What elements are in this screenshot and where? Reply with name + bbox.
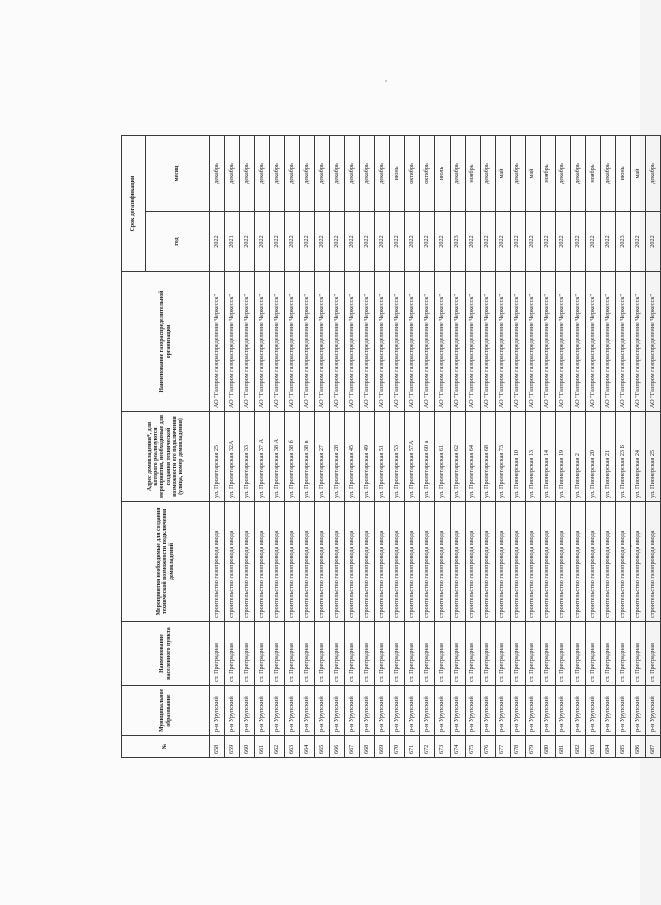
header-number: № bbox=[122, 736, 210, 758]
row-address: ул. Пролетарская 38 А bbox=[270, 412, 285, 502]
row-year: 2023 bbox=[615, 212, 630, 272]
table-row bbox=[615, 136, 630, 758]
row-number: 659 bbox=[225, 736, 240, 758]
row-settlement: ст. Преградная bbox=[480, 622, 495, 686]
row-settlement: ст. Преградная bbox=[630, 622, 645, 686]
table-row bbox=[450, 136, 465, 758]
row-gro: АО "Газпром газораспределение Черкесск" bbox=[390, 272, 405, 412]
row-month: декабрь bbox=[360, 136, 375, 212]
row-address: ул. Пролетарская 49 bbox=[360, 412, 375, 502]
row-municipality: р-н Урупский bbox=[345, 686, 360, 736]
row-address: ул. Пролетарская 38 в bbox=[300, 412, 315, 502]
row-measure: строительство газопровода ввода bbox=[585, 502, 600, 622]
row-settlement: ст. Преградная bbox=[360, 622, 375, 686]
row-measure: строительство газопровода ввода bbox=[240, 502, 255, 622]
row-number: 658 bbox=[210, 736, 225, 758]
row-municipality: р-н Урупский bbox=[240, 686, 255, 736]
row-month: декабрь bbox=[510, 136, 525, 212]
row-month: декабрь bbox=[645, 136, 660, 212]
table-row bbox=[585, 136, 600, 758]
row-month: декабрь bbox=[450, 136, 465, 212]
table-row bbox=[510, 136, 525, 758]
row-address: ул. Пролетарская 33 bbox=[240, 412, 255, 502]
row-gro: АО "Газпром газораспределение Черкесск" bbox=[540, 272, 555, 412]
table-row bbox=[345, 136, 360, 758]
table-row bbox=[330, 136, 345, 758]
row-year: 2022 bbox=[330, 212, 345, 272]
row-month: декабрь bbox=[345, 136, 360, 212]
row-municipality: р-н Урупский bbox=[645, 686, 660, 736]
row-year: 2022 bbox=[510, 212, 525, 272]
row-measure: строительство газопровода ввода bbox=[645, 502, 660, 622]
row-number: 664 bbox=[300, 736, 315, 758]
row-address: ул. Пролетарская 60 а bbox=[420, 412, 435, 502]
row-settlement: ст. Преградная bbox=[465, 622, 480, 686]
row-measure: строительство газопровода ввода bbox=[360, 502, 375, 622]
row-address: ул. Пролетарская 73 bbox=[495, 412, 510, 502]
row-measure: строительство газопровода ввода bbox=[225, 502, 240, 622]
row-municipality: р-н Урупский bbox=[270, 686, 285, 736]
row-gro: АО "Газпром газораспределение Черкесск" bbox=[480, 272, 495, 412]
row-municipality: р-н Урупский bbox=[330, 686, 345, 736]
table-row bbox=[255, 136, 270, 758]
row-municipality: р-н Урупский bbox=[225, 686, 240, 736]
row-gro: АО "Газпром газораспределение Черкесск" bbox=[255, 272, 270, 412]
row-address: ул. Пионерская 13 bbox=[525, 412, 540, 502]
row-year: 2022 bbox=[555, 212, 570, 272]
row-settlement: ст. Преградная bbox=[420, 622, 435, 686]
table-row bbox=[240, 136, 255, 758]
table-row bbox=[270, 136, 285, 758]
row-settlement: ст. Преградная bbox=[375, 622, 390, 686]
row-month: декабрь bbox=[225, 136, 240, 212]
row-settlement: ст. Преградная bbox=[330, 622, 345, 686]
row-year: 2022 bbox=[390, 212, 405, 272]
row-municipality: р-н Урупский bbox=[450, 686, 465, 736]
row-measure: строительство газопровода ввода bbox=[450, 502, 465, 622]
row-number: 675 bbox=[465, 736, 480, 758]
row-municipality: р-н Урупский bbox=[510, 686, 525, 736]
row-measure: строительство газопровода ввода bbox=[600, 502, 615, 622]
row-gro: АО "Газпром газораспределение Черкесск" bbox=[645, 272, 660, 412]
row-number: 679 bbox=[525, 736, 540, 758]
row-month: декабрь bbox=[600, 136, 615, 212]
row-year: 2022 bbox=[420, 212, 435, 272]
row-month: декабрь bbox=[240, 136, 255, 212]
row-year: 2022 bbox=[465, 212, 480, 272]
row-address: ул. Пролетарская 51 bbox=[375, 412, 390, 502]
row-gro: АО "Газпром газораспределение Черкесск" bbox=[240, 272, 255, 412]
row-municipality: р-н Урупский bbox=[210, 686, 225, 736]
table-row bbox=[375, 136, 390, 758]
row-measure: строительство газопровода ввода bbox=[420, 502, 435, 622]
row-address: ул. Пионерская 10 bbox=[510, 412, 525, 502]
row-municipality: р-н Урупский bbox=[540, 686, 555, 736]
row-gro: АО "Газпром газораспределение Черкесск" bbox=[375, 272, 390, 412]
row-number: 681 bbox=[555, 736, 570, 758]
row-year: 2023 bbox=[450, 212, 465, 272]
row-number: 684 bbox=[600, 736, 615, 758]
row-measure: строительство газопровода ввода bbox=[210, 502, 225, 622]
row-settlement: ст. Преградная bbox=[285, 622, 300, 686]
row-settlement: ст. Преградная bbox=[345, 622, 360, 686]
row-measure: строительство газопровода ввода bbox=[510, 502, 525, 622]
table-row bbox=[405, 136, 420, 758]
row-municipality: р-н Урупский bbox=[555, 686, 570, 736]
row-municipality: р-н Урупский bbox=[405, 686, 420, 736]
table-row bbox=[210, 136, 225, 758]
row-gro: АО "Газпром газораспределение Черкесск" bbox=[450, 272, 465, 412]
table-row bbox=[525, 136, 540, 758]
row-year: 2022 bbox=[645, 212, 660, 272]
row-settlement: ст. Преградная bbox=[225, 622, 240, 686]
row-gro: АО "Газпром газораспределение Черкесск" bbox=[405, 272, 420, 412]
row-municipality: р-н Урупский bbox=[255, 686, 270, 736]
row-month: декабрь bbox=[210, 136, 225, 212]
row-settlement: ст. Преградная bbox=[555, 622, 570, 686]
row-gro: АО "Газпром газораспределение Черкесск" bbox=[300, 272, 315, 412]
row-measure: строительство газопровода ввода bbox=[405, 502, 420, 622]
row-settlement: ст. Преградная bbox=[255, 622, 270, 686]
row-municipality: р-н Урупский bbox=[420, 686, 435, 736]
header-gro: Наименование газораспределительной организации bbox=[122, 272, 210, 412]
row-address: ул. Пионерская 21 bbox=[600, 412, 615, 502]
row-year: 2022 bbox=[345, 212, 360, 272]
row-address: ул. Пролетарская 38 б bbox=[285, 412, 300, 502]
row-gro: АО "Газпром газораспределение Черкесск" bbox=[495, 272, 510, 412]
row-number: 671 bbox=[405, 736, 420, 758]
row-address: ул. Пролетарская 32А bbox=[225, 412, 240, 502]
row-measure: строительство газопровода ввода bbox=[465, 502, 480, 622]
table-row bbox=[465, 136, 480, 758]
row-gro: АО "Газпром газораспределение Черкесск" bbox=[615, 272, 630, 412]
header-settlement: Наименование населенного пункта bbox=[122, 622, 210, 686]
table-row bbox=[570, 136, 585, 758]
row-municipality: р-н Урупский bbox=[285, 686, 300, 736]
row-number: 682 bbox=[570, 736, 585, 758]
row-month: декабрь bbox=[255, 136, 270, 212]
row-year: 2022 bbox=[630, 212, 645, 272]
row-settlement: ст. Преградная bbox=[570, 622, 585, 686]
row-measure: строительство газопровода ввода bbox=[540, 502, 555, 622]
row-measure: строительство газопровода ввода bbox=[315, 502, 330, 622]
row-gro: АО "Газпром газораспределение Черкесск" bbox=[555, 272, 570, 412]
row-month: май bbox=[495, 136, 510, 212]
table-row bbox=[435, 136, 450, 758]
row-settlement: ст. Преградная bbox=[390, 622, 405, 686]
row-number: 670 bbox=[390, 736, 405, 758]
row-year: 2022 bbox=[285, 212, 300, 272]
row-address: ул. Пролетарская 25 bbox=[210, 412, 225, 502]
row-measure: строительство газопровода ввода bbox=[570, 502, 585, 622]
row-address: ул. Пионерская 24 bbox=[630, 412, 645, 502]
row-year: 2021 bbox=[225, 212, 240, 272]
row-gro: АО "Газпром газораспределение Черкесск" bbox=[525, 272, 540, 412]
row-municipality: р-н Урупский bbox=[390, 686, 405, 736]
row-municipality: р-н Урупский bbox=[570, 686, 585, 736]
row-measure: строительство газопровода ввода bbox=[435, 502, 450, 622]
row-number: 665 bbox=[315, 736, 330, 758]
row-month: декабрь bbox=[285, 136, 300, 212]
row-year: 2022 bbox=[600, 212, 615, 272]
row-settlement: ст. Преградная bbox=[240, 622, 255, 686]
row-month: июнь bbox=[390, 136, 405, 212]
header-year: год bbox=[146, 212, 210, 272]
row-month: ноябрь bbox=[465, 136, 480, 212]
row-month: декабрь bbox=[375, 136, 390, 212]
row-gro: АО "Газпром газораспределение Черкесск" bbox=[360, 272, 375, 412]
row-municipality: р-н Урупский bbox=[525, 686, 540, 736]
row-settlement: ст. Преградная bbox=[495, 622, 510, 686]
row-number: 677 bbox=[495, 736, 510, 758]
row-gro: АО "Газпром газораспределение Черкесск" bbox=[600, 272, 615, 412]
row-gro: АО "Газпром газораспределение Черкесск" bbox=[315, 272, 330, 412]
row-number: 686 bbox=[630, 736, 645, 758]
row-number: 660 bbox=[240, 736, 255, 758]
row-address: ул. Пролетарская 61 bbox=[435, 412, 450, 502]
row-year: 2022 bbox=[405, 212, 420, 272]
scan-speck bbox=[385, 80, 387, 82]
row-month: май bbox=[630, 136, 645, 212]
row-settlement: ст. Преградная bbox=[270, 622, 285, 686]
row-municipality: р-н Урупский bbox=[615, 686, 630, 736]
row-address: ул. Пролетарская 62 bbox=[450, 412, 465, 502]
row-month: декабрь bbox=[480, 136, 495, 212]
table-row bbox=[630, 136, 645, 758]
row-number: 668 bbox=[360, 736, 375, 758]
row-address: ул. Пролетарская 57А bbox=[405, 412, 420, 502]
row-settlement: ст. Преградная bbox=[300, 622, 315, 686]
row-gro: АО "Газпром газораспределение Черкесск" bbox=[570, 272, 585, 412]
row-measure: строительство газопровода ввода bbox=[480, 502, 495, 622]
row-address: ул. Пролетарская 64 bbox=[465, 412, 480, 502]
row-settlement: ст. Преградная bbox=[525, 622, 540, 686]
row-measure: строительство газопровода ввода bbox=[495, 502, 510, 622]
row-gro: АО "Газпром газораспределение Черкесск" bbox=[285, 272, 300, 412]
header-deadline: Срок догазификации bbox=[122, 136, 146, 272]
row-month: декабрь bbox=[330, 136, 345, 212]
row-settlement: ст. Преградная bbox=[645, 622, 660, 686]
row-month: июль bbox=[435, 136, 450, 212]
row-number: 683 bbox=[585, 736, 600, 758]
row-municipality: р-н Урупский bbox=[375, 686, 390, 736]
row-gro: АО "Газпром газораспределение Черкесск" bbox=[210, 272, 225, 412]
row-number: 672 bbox=[420, 736, 435, 758]
row-number: 663 bbox=[285, 736, 300, 758]
table-row bbox=[420, 136, 435, 758]
table-row bbox=[360, 136, 375, 758]
row-year: 2022 bbox=[570, 212, 585, 272]
row-municipality: р-н Урупский bbox=[315, 686, 330, 736]
row-municipality: р-н Урупский bbox=[480, 686, 495, 736]
row-gro: АО "Газпром газораспределение Черкесск" bbox=[585, 272, 600, 412]
row-gro: АО "Газпром газораспределение Черкесск" bbox=[345, 272, 360, 412]
row-year: 2022 bbox=[270, 212, 285, 272]
row-settlement: ст. Преградная bbox=[600, 622, 615, 686]
row-measure: строительство газопровода ввода bbox=[615, 502, 630, 622]
row-municipality: р-н Урупский bbox=[495, 686, 510, 736]
row-number: 685 bbox=[615, 736, 630, 758]
header-measures: Мероприятия необходимые для создания технической возможности подключения домовладений bbox=[122, 502, 210, 622]
row-address: ул. Пролетарская 37 А bbox=[255, 412, 270, 502]
row-month: июнь bbox=[615, 136, 630, 212]
row-gro: АО "Газпром газораспределение Черкесск" bbox=[270, 272, 285, 412]
row-gro: АО "Газпром газораспределение Черкесск" bbox=[465, 272, 480, 412]
row-settlement: ст. Преградная bbox=[435, 622, 450, 686]
row-number: 678 bbox=[510, 736, 525, 758]
row-measure: строительство газопровода ввода bbox=[345, 502, 360, 622]
row-month: декабрь bbox=[555, 136, 570, 212]
row-municipality: р-н Урупский bbox=[465, 686, 480, 736]
row-gro: АО "Газпром газораспределение Черкесск" bbox=[510, 272, 525, 412]
row-number: 667 bbox=[345, 736, 360, 758]
row-settlement: ст. Преградная bbox=[210, 622, 225, 686]
row-year: 2022 bbox=[480, 212, 495, 272]
row-municipality: р-н Урупский bbox=[435, 686, 450, 736]
row-settlement: ст. Преградная bbox=[585, 622, 600, 686]
table-row bbox=[390, 136, 405, 758]
row-number: 673 bbox=[435, 736, 450, 758]
table-row bbox=[300, 136, 315, 758]
row-measure: строительство газопровода ввода bbox=[555, 502, 570, 622]
table-body bbox=[210, 136, 661, 758]
rotated-table-wrapper bbox=[121, 136, 661, 758]
row-gro: АО "Газпром газораспределение Черкесск" bbox=[420, 272, 435, 412]
row-municipality: р-н Урупский bbox=[585, 686, 600, 736]
row-settlement: ст. Преградная bbox=[615, 622, 630, 686]
table-row bbox=[495, 136, 510, 758]
row-year: 2022 bbox=[435, 212, 450, 272]
row-year: 2022 bbox=[210, 212, 225, 272]
row-number: 687 bbox=[645, 736, 660, 758]
row-measure: строительство газопровода ввода bbox=[390, 502, 405, 622]
table-row bbox=[285, 136, 300, 758]
row-measure: строительство газопровода ввода bbox=[375, 502, 390, 622]
row-gro: АО "Газпром газораспределение Черкесск" bbox=[435, 272, 450, 412]
row-number: 674 bbox=[450, 736, 465, 758]
row-address: ул. Пионерская 14 bbox=[540, 412, 555, 502]
row-number: 666 bbox=[330, 736, 345, 758]
row-month: октябрь bbox=[405, 136, 420, 212]
row-settlement: ст. Преградная bbox=[405, 622, 420, 686]
row-measure: строительство газопровода ввода bbox=[525, 502, 540, 622]
row-measure: строительство газопровода ввода bbox=[255, 502, 270, 622]
row-address: ул. Пролетарская 53 bbox=[390, 412, 405, 502]
row-address: ул. Пионерская 20 bbox=[585, 412, 600, 502]
row-settlement: ст. Преградная bbox=[510, 622, 525, 686]
row-address: ул. Пионерская 2 bbox=[570, 412, 585, 502]
row-settlement: ст. Преградная bbox=[540, 622, 555, 686]
header-address: Адрес домовладения*, для которого реализуются мероприятия, необходимые для создания технической возможности его подключения (улица, номер домовладения) bbox=[122, 412, 210, 502]
header-month: месяц bbox=[146, 136, 210, 212]
table-row bbox=[480, 136, 495, 758]
table-row bbox=[540, 136, 555, 758]
row-address: ул. Пролетарская 68 bbox=[480, 412, 495, 502]
row-year: 2022 bbox=[240, 212, 255, 272]
row-gro: АО "Газпром газораспределение Черкесск" bbox=[630, 272, 645, 412]
row-measure: строительство газопровода ввода bbox=[285, 502, 300, 622]
row-year: 2022 bbox=[585, 212, 600, 272]
row-measure: строительство газопровода ввода bbox=[630, 502, 645, 622]
row-gro: АО "Газпром газораспределение Черкесск" bbox=[330, 272, 345, 412]
row-address: ул. Пионерская 25 bbox=[645, 412, 660, 502]
row-measure: строительство газопровода ввода bbox=[270, 502, 285, 622]
table-row bbox=[555, 136, 570, 758]
row-measure: строительство газопровода ввода bbox=[300, 502, 315, 622]
row-year: 2022 bbox=[255, 212, 270, 272]
row-year: 2022 bbox=[495, 212, 510, 272]
row-address: ул. Пионерская 19 bbox=[555, 412, 570, 502]
row-settlement: ст. Преградная bbox=[315, 622, 330, 686]
row-month: ноябрь bbox=[540, 136, 555, 212]
row-month: декабрь bbox=[270, 136, 285, 212]
row-month: ноябрь bbox=[585, 136, 600, 212]
row-municipality: р-н Урупский bbox=[300, 686, 315, 736]
row-address: ул. Пролетарская 27 bbox=[315, 412, 330, 502]
row-address: ул. Пролетарская 28 bbox=[330, 412, 345, 502]
header-municipality: Муниципальное образование bbox=[122, 686, 210, 736]
table-row bbox=[315, 136, 330, 758]
row-month: декабрь bbox=[315, 136, 330, 212]
gasification-table bbox=[121, 135, 661, 758]
row-number: 669 bbox=[375, 736, 390, 758]
row-municipality: р-н Урупский bbox=[360, 686, 375, 736]
row-year: 2022 bbox=[525, 212, 540, 272]
row-month: май bbox=[525, 136, 540, 212]
row-municipality: р-н Урупский bbox=[600, 686, 615, 736]
row-number: 676 bbox=[480, 736, 495, 758]
row-year: 2022 bbox=[375, 212, 390, 272]
row-number: 661 bbox=[255, 736, 270, 758]
row-year: 2022 bbox=[315, 212, 330, 272]
row-year: 2022 bbox=[300, 212, 315, 272]
table-row bbox=[645, 136, 660, 758]
row-measure: строительство газопровода ввода bbox=[330, 502, 345, 622]
row-number: 662 bbox=[270, 736, 285, 758]
row-month: октябрь bbox=[420, 136, 435, 212]
row-municipality: р-н Урупский bbox=[630, 686, 645, 736]
row-year: 2022 bbox=[540, 212, 555, 272]
table-row bbox=[600, 136, 615, 758]
row-year: 2022 bbox=[360, 212, 375, 272]
row-gro: АО "Газпром газораспределение Черкесск" bbox=[225, 272, 240, 412]
row-month: декабрь bbox=[570, 136, 585, 212]
row-number: 680 bbox=[540, 736, 555, 758]
row-address: ул. Пионерская 23 Б bbox=[615, 412, 630, 502]
row-month: декабрь bbox=[300, 136, 315, 212]
row-settlement: ст. Преградная bbox=[450, 622, 465, 686]
row-address: ул. Пролетарская 45 bbox=[345, 412, 360, 502]
table-row bbox=[225, 136, 240, 758]
